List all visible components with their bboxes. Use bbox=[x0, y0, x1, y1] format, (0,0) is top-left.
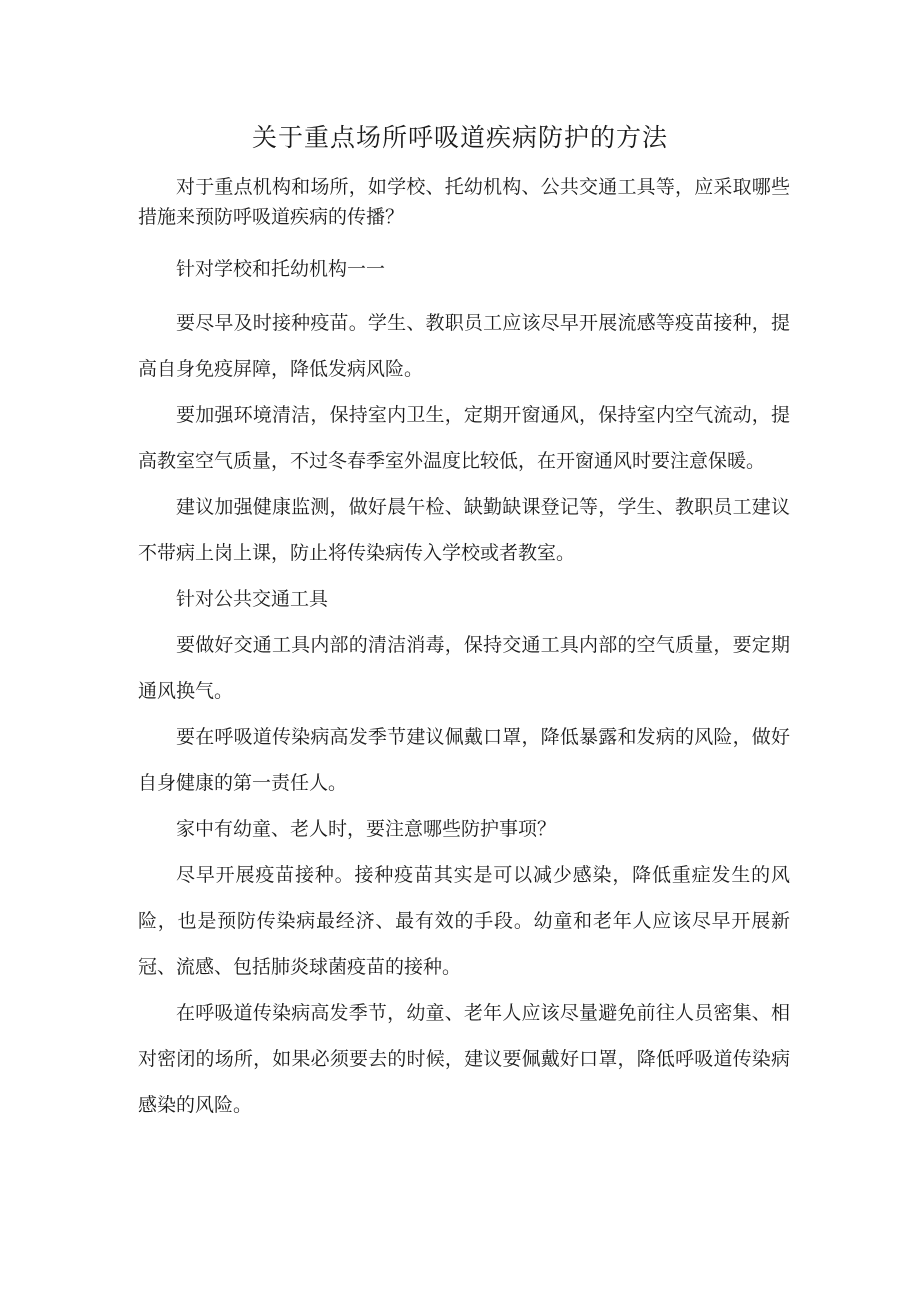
section-heading-transport: 针对公共交通工具 bbox=[176, 588, 329, 610]
paragraph-home-crowds: 在呼吸道传染病高发季节，幼童、老年人应该尽量避免前往人员密集、相对密闭的场所，如果必须要去的时候，建议要佩戴好口罩，降低呼吸道传染病感染的风险。 bbox=[138, 1002, 790, 1116]
paragraph-environment-cleaning: 要加强环境清洁，保持室内卫生，定期开窗通风，保持室内空气流动，提高教室空气质量，不过冬春季室外温度比较低，在开窗通风时要注意保暖。 bbox=[138, 404, 790, 472]
document-body bbox=[138, 172, 790, 1128]
paragraph-home-vaccination: 尽早开展疫苗接种。接种疫苗其实是可以减少感染，降低重症发生的风险，也是预防传染病最经济、最有效的手段。幼童和老年人应该尽早开展新冠、流感、包括肺炎球菌疫苗的接种。 bbox=[138, 864, 790, 978]
paragraph-intro: 对于重点机构和场所，如学校、托幼机构、公共交通工具等，应采取哪些措施来预防呼吸道疾病的传播？ bbox=[138, 176, 790, 228]
paragraph-transport-cleaning: 要做好交通工具内部的清洁消毒，保持交通工具内部的空气质量，要定期通风换气。 bbox=[138, 634, 790, 702]
paragraph-transport-masks: 要在呼吸道传染病高发季节建议佩戴口罩，降低暴露和发病的风险，做好自身健康的第一责任人。 bbox=[138, 726, 790, 794]
paragraph-health-monitoring: 建议加强健康监测，做好晨午检、缺勤缺课登记等，学生、教职员工建议不带病上岗上课，防止将传染病传入学校或者教室。 bbox=[138, 496, 790, 564]
document-title: 关于重点场所呼吸道疾病防护的方法 bbox=[251, 123, 668, 152]
section-heading-home: 家中有幼童、老人时，要注意哪些防护事项？ bbox=[176, 818, 557, 840]
section-heading-schools: 针对学校和托幼机构一一 bbox=[176, 258, 386, 280]
paragraph-vaccination-schools: 要尽早及时接种疫苗。学生、教职员工应该尽早开展流感等疫苗接种，提高自身免疫屏障，降低发病风险。 bbox=[138, 312, 790, 380]
